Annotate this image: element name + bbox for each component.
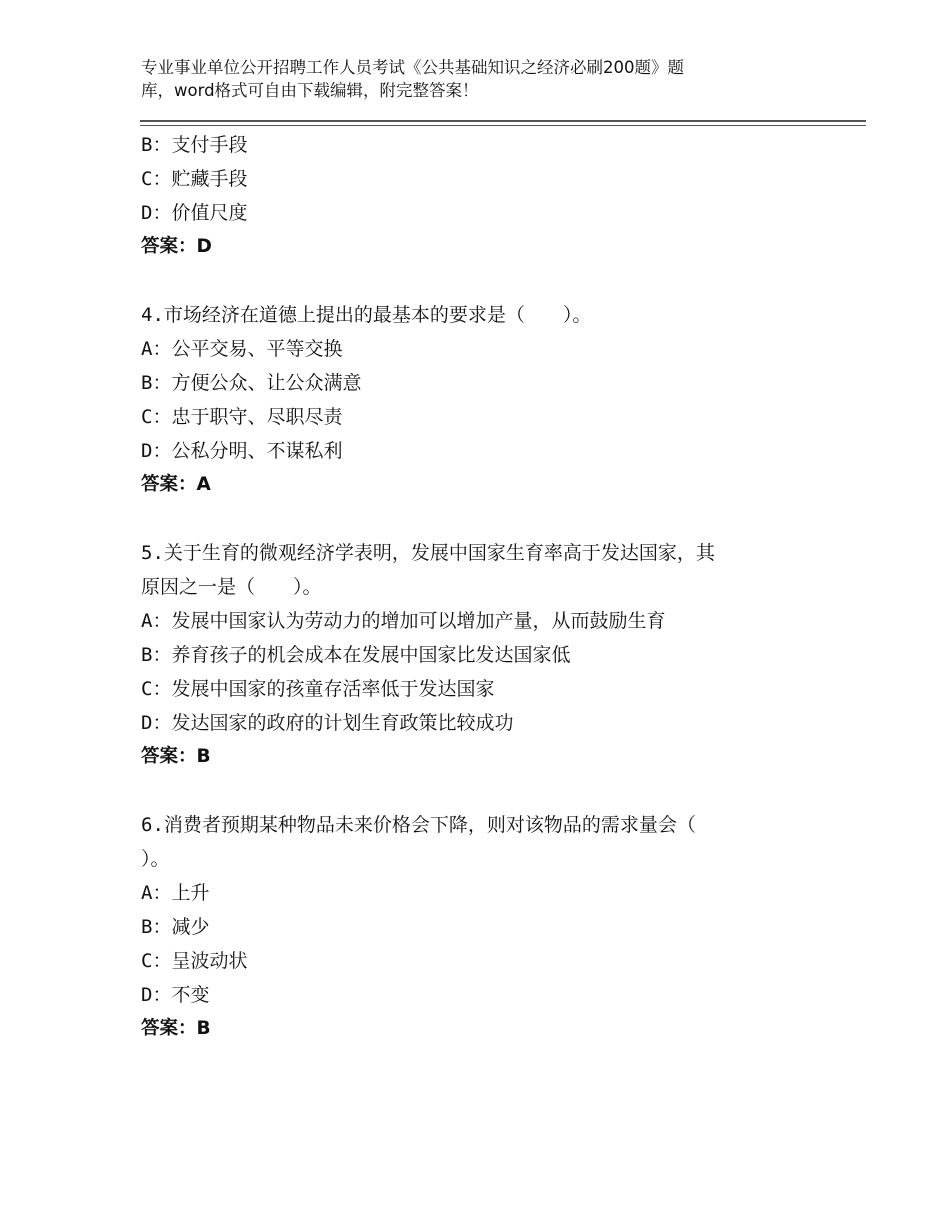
- header-title-line-1: 专业事业单位公开招聘工作人员考试《公共基础知识之经济必刷200题》题: [141, 58, 684, 77]
- option-c: C：贮藏手段: [141, 168, 248, 190]
- option-b: B：方便公众、让公众满意: [141, 372, 362, 394]
- answer-label: 答案：D: [141, 236, 212, 257]
- spacer: [141, 502, 841, 536]
- option-a: A：公平交易、平等交换: [141, 338, 343, 360]
- answer-label: 答案：A: [141, 474, 211, 495]
- option-c: C：呈波动状: [141, 950, 248, 972]
- header-divider-thick: [140, 120, 866, 122]
- question-5: [141, 536, 841, 774]
- document-header: [141, 56, 781, 102]
- spacer: [141, 264, 841, 298]
- answer-label: 答案：B: [141, 746, 211, 767]
- question-4: [141, 298, 841, 502]
- question-stem: 6.消费者预期某种物品未来价格会下降，则对该物品的需求量会（: [141, 814, 696, 836]
- option-d: D：价值尺度: [141, 202, 248, 224]
- question-6: [141, 808, 841, 1046]
- question-stem-continued: 原因之一是（ ）。: [141, 576, 322, 598]
- question-stem-continued: ）。: [141, 848, 170, 870]
- option-d: D：不变: [141, 984, 210, 1006]
- option-c: C：忠于职守、尽职尽责: [141, 406, 343, 428]
- question-stem: 4.市场经济在道德上提出的最基本的要求是（ ）。: [141, 304, 592, 326]
- option-b: B：支付手段: [141, 134, 248, 156]
- option-c: C：发展中国家的孩童存活率低于发达国家: [141, 678, 495, 700]
- spacer: [141, 774, 841, 808]
- question-stem: 5.关于生育的微观经济学表明，发展中国家生育率高于发达国家，其: [141, 542, 715, 564]
- option-d: D：发达国家的政府的计划生育政策比较成功: [141, 712, 514, 734]
- header-divider-thin: [140, 125, 866, 126]
- question-3-partial: [141, 128, 841, 264]
- option-a: A：发展中国家认为劳动力的增加可以增加产量，从而鼓励生育: [141, 610, 666, 632]
- option-a: A：上升: [141, 882, 210, 904]
- question-list: [141, 128, 841, 1046]
- option-b: B：养育孩子的机会成本在发展中国家比发达国家低: [141, 644, 571, 666]
- header-title-line-2: 库，word格式可自由下载编辑，附完整答案！: [141, 81, 479, 100]
- option-d: D：公私分明、不谋私利: [141, 440, 343, 462]
- answer-label: 答案：B: [141, 1018, 211, 1039]
- option-b: B：减少: [141, 916, 210, 938]
